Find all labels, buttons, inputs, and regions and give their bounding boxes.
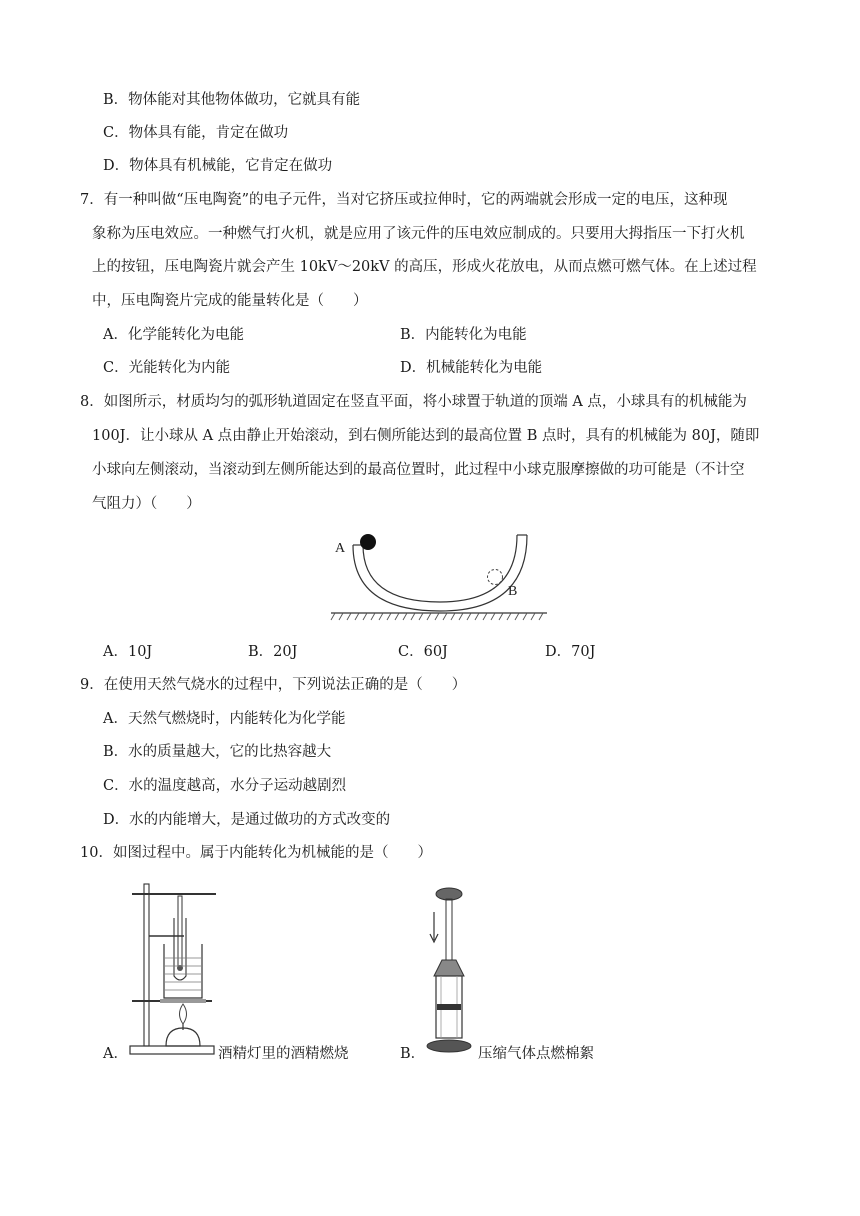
q10-option-a-letter: A． [103, 1046, 128, 1062]
q10-stem: 10．如图过程中。属于内能转化为机械能的是（ ） [80, 845, 432, 861]
piston-rod [446, 899, 452, 961]
q9-option-a: A．天然气燃烧时，内能转化为化学能 [103, 711, 346, 727]
q7-option-a: A．化学能转化为电能 [103, 327, 244, 343]
alcohol-lamp [166, 1028, 200, 1046]
q6-option-b: B．物体能对其他物体做功，它就具有能 [103, 92, 361, 108]
q7-stem-line1: 7．有一种叫做“压电陶瓷”的电子元件，当对它挤压或拉伸时，它的两端就会形成一定的电压，这种现 [80, 192, 728, 208]
q10-option-b-text: 压缩气体点燃棉絮 [478, 1046, 594, 1062]
q10-option-b-letter: B． [400, 1046, 426, 1062]
q8-stem-line4: 气阻力）（ ） [92, 496, 201, 512]
ball-at-a [360, 534, 376, 550]
fire-piston-figure [420, 884, 478, 1062]
q7-option-d: D．机械能转化为电能 [400, 360, 543, 376]
q7-option-c: C．光能转化为内能 [103, 360, 231, 376]
track-inner-edge [363, 535, 517, 602]
q9-option-b: B．水的质量越大，它的比热容越大 [103, 744, 332, 760]
q9-stem: 9．在使用天然气烧水的过程中，下列说法正确的是（ ） [80, 677, 467, 693]
q8-option-a: A．10J [103, 644, 153, 660]
q9-option-d: D．水的内能增大，是通过做功的方式改变的 [103, 812, 391, 828]
thermometer [178, 896, 182, 966]
q6-option-d: D．物体具有机械能，它肯定在做功 [103, 158, 333, 174]
stand-rod [144, 884, 149, 1046]
q9-option-c: C．水的温度越高，水分子运动越剧烈 [103, 778, 347, 794]
q7-stem-line3: 上的按钮，压电陶瓷片就会产生 10kV～20kV 的高压，形成火花放电，从而点燃可燃气体。在上述过程 [92, 259, 757, 275]
beaker-water-lines [165, 958, 201, 990]
point-a-label: A [335, 541, 346, 556]
piston-handle [436, 888, 462, 900]
cylinder-base [427, 1040, 471, 1052]
q7-stem-line4: 中，压电陶瓷片完成的能量转化是（ ） [92, 293, 368, 309]
cylinder-cap [434, 960, 464, 976]
ground-hatching [331, 613, 543, 620]
arc-track-figure [325, 525, 550, 630]
piston-head [437, 1004, 461, 1010]
flame [180, 1004, 187, 1024]
q6-option-c: C．物体具有能，肯定在做功 [103, 125, 289, 141]
q8-option-b: B．20J [248, 644, 298, 660]
q8-stem-line2: 100J．让小球从 A 点由静止开始滚动，到右侧所能达到的最高位置 B 点时，具有的机械能为 80J，随即 [92, 428, 760, 444]
alcohol-lamp-figure [126, 878, 218, 1063]
q8-option-d: D．70J [545, 644, 596, 660]
q8-option-c: C．60J [398, 644, 448, 660]
stand-base [130, 1046, 214, 1054]
q10-option-a-text: 酒精灯里的酒精燃烧 [218, 1046, 349, 1062]
wire-gauze [160, 999, 206, 1003]
ball-at-b-dashed [488, 570, 503, 585]
q8-stem-line1: 8．如图所示，材质均匀的弧形轨道固定在竖直平面，将小球置于轨道的顶端 A 点，小球具有的机械能为 [80, 394, 747, 410]
q7-option-b: B．内能转化为电能 [400, 327, 527, 343]
q7-stem-line2: 象称为压电效应。一种燃气打火机，就是应用了该元件的压电效应制成的。只要用大拇指压一下打火机 [92, 226, 745, 242]
q8-stem-line3: 小球向左侧滚动，当滚动到左侧所能达到的最高位置时，此过程中小球克服摩擦做的功可能是（不计空 [92, 462, 745, 478]
point-b-label: B [508, 584, 518, 599]
